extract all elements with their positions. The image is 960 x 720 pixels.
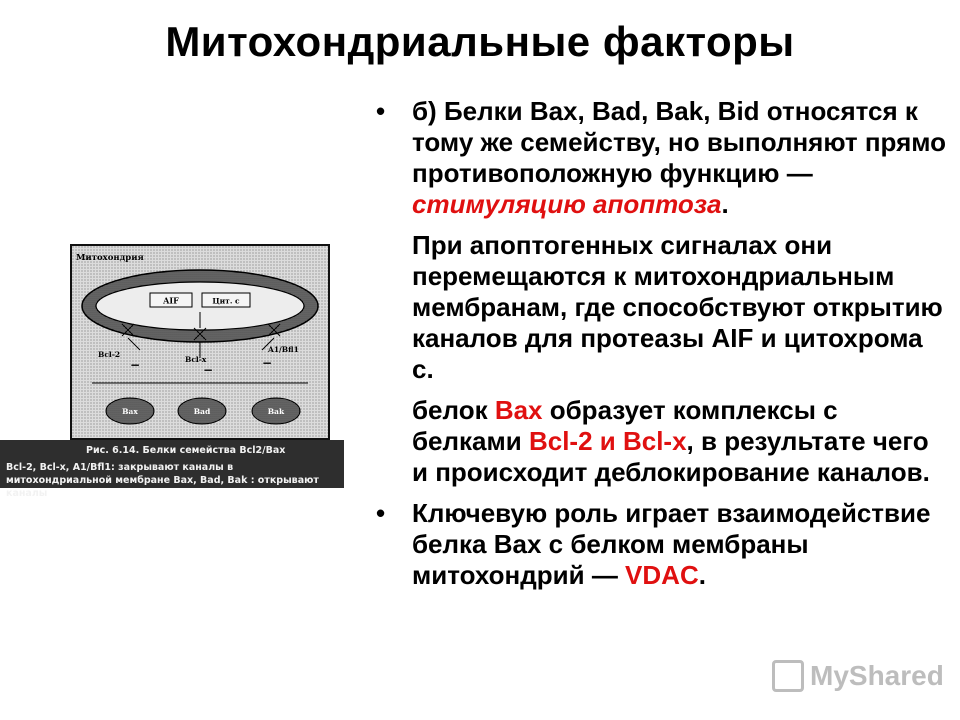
figure-caption — [0, 440, 344, 499]
vdac-highlight: VDAC — [625, 560, 699, 590]
para1-text: б) Белки Bax, Bad, Bak, Bid относятся к тому же семейству, но выполняют прямо противоположную функцию — — [412, 96, 947, 188]
para3-text-b: образует комплексы с белками — [412, 395, 838, 456]
para3-text-c: , в результате чего и происходит деблокирование каналов. — [412, 426, 930, 487]
a1-minus: − — [262, 356, 273, 370]
bullet-vdac — [372, 498, 947, 591]
a1-label: A1/Bfl1 — [268, 345, 299, 354]
para4-end: . — [698, 560, 706, 590]
cytochrome-label: Цит. с — [212, 296, 240, 306]
bax-highlight: Bax — [494, 395, 543, 425]
slide-content — [372, 96, 947, 601]
mitochondria-diagram — [72, 246, 328, 438]
bclx-label: Bcl-x — [185, 355, 207, 364]
bcl-highlight: Bcl-2 и Bcl-x — [528, 426, 687, 456]
bullet-bax-family — [372, 96, 947, 220]
mitochondria-figure — [70, 244, 330, 440]
para1-end: . — [721, 189, 729, 219]
figure-label-mitochondria: Митохондрия — [76, 253, 144, 263]
watermark — [772, 660, 944, 692]
bcl2-label: Bcl-2 — [98, 350, 121, 359]
para4-text: Ключевую роль играет взаимодействие белка Bax с белком мембраны митохондрий — — [412, 498, 931, 590]
bad-label: Bad — [193, 407, 211, 416]
para-apoptogenic-signals: При апоптогенных сигналах они перемещаются к митохондриальным мембранам, где способствуют открытию каналов для протеазы AIF и цитохрома с. — [412, 230, 943, 384]
aif-label: AIF — [163, 295, 179, 306]
caption-title: Рис. 6.14. Белки семейства Bcl2/Bax — [86, 445, 286, 456]
apoptosis-stimulation-highlight: стимуляцию апоптоза — [412, 189, 722, 219]
para-bax-complexes — [372, 395, 947, 488]
watermark-logo-icon — [772, 660, 804, 692]
caption-text: Bcl-2, Bcl-x, A1/Bfl1: закрывают каналы в митохондриальной мембране Bax, Bad, Bak : открывают каналы — [6, 462, 319, 499]
para3-text-a: белок — [412, 395, 495, 425]
watermark-text: MyShared — [810, 660, 944, 691]
bax-label: Bax — [122, 407, 138, 416]
bak-label: Bak — [267, 407, 285, 416]
slide-title: Митохондриальные факторы — [165, 18, 795, 65]
bclx-minus: − — [203, 363, 214, 377]
bcl2-minus: − — [130, 358, 141, 372]
